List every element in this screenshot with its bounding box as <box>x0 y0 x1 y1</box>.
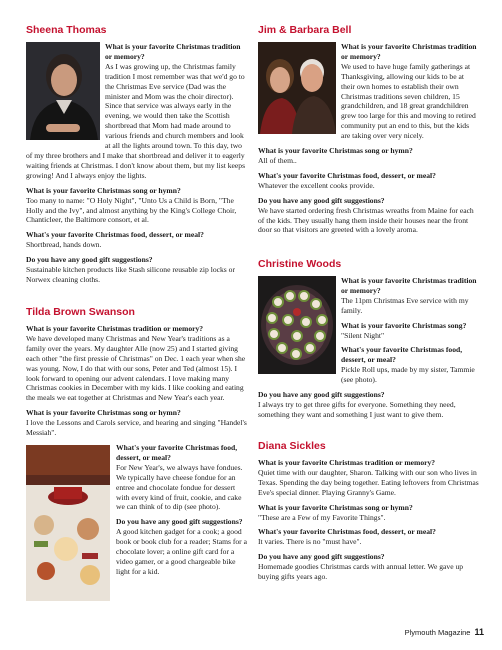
question-food: What's your favorite Christmas food, dessert, or meal? <box>258 170 436 180</box>
portrait-photo-sheena <box>26 42 100 140</box>
profile-name: Christine Woods <box>258 258 342 270</box>
profile-name: Diana Sickles <box>258 440 326 452</box>
answer-gift: We have started ordering fresh Christmas wreaths from Maine for each of the kids. They usually hang them inside their houses near the front door so that visitors are greeted with a lovely aroma. <box>258 205 474 235</box>
answer-song: "Silent Night" <box>341 330 385 340</box>
question-song: What is your favorite Christmas song or hymn? <box>26 185 181 195</box>
profile-christine-woods <box>258 258 479 425</box>
question-tradition: What is your favorite Christmas tradition or memory? <box>26 324 204 333</box>
answer-food: Shortbread, hands down. <box>26 240 102 250</box>
answer-food: Whatever the excellent cooks provide. <box>258 180 375 190</box>
answer-food: For New Year's, we always have fondues. We typically have cheese fondue for an entree and chocolate fondue for dessert with every kind of fruit, cookie, and cake we can think of to dip (see photo). <box>116 462 243 512</box>
question-food: What's your favorite Christmas food, dessert, or meal? <box>341 345 463 365</box>
profile-sheena-thomas <box>26 24 247 290</box>
question-food: What's your favorite Christmas food, dessert, or meal? <box>258 527 436 537</box>
question-food: What's your favorite Christmas food, dessert, or meal? <box>116 442 238 462</box>
profile-name: Tilda Brown Swanson <box>26 306 135 318</box>
question-song: What is your favorite Christmas song or hymn? <box>258 502 413 512</box>
fondue-photo <box>26 445 110 601</box>
answer-tradition: We have developed many Christmas and New Year's traditions as a family over the years. My daughter Alle (now 25) and I started giving each other "the first pressie of Christmas" on Dec. 1 each year when she was young. Now, I do that with our sons, Peter and Ted (almost 15). I look forward to opening our advent calendars. I love making many Christmas cookies in December with my kids. I like cooking and eating the meals we eat together at Christmas and New Year's each year. <box>26 333 246 403</box>
question-gift: Do you have any good gift suggestions? <box>258 390 385 400</box>
question-song: What is your favorite Christmas song or hymn? <box>258 146 413 156</box>
answer-tradition: As I was growing up, the Christmas family tradition I most remember was that we'd go to the Christmas Eve service (Dad was the minister and Mom was the choir director). Since that service was always early in the evening, we would then take the Scottish shortbread that Mom had made around to various friends and church members and look at all the lights around town. To this day, two of my three brothers and I make that shortbread and deliver it to eagerly waiting friends at Christmas. I don't know about them, but my list keeps growing! And I always enjoy the lights. <box>26 61 246 180</box>
fondue-table-image <box>26 445 110 601</box>
answer-tradition: Quiet time with our daughter, Sharon. Talking with our son who lives in Texas. Spending the day being together. Eating leftovers from Christmas Eve's special dinner. Playing Granny's Game. <box>258 467 479 497</box>
question-tradition: What is your favorite Christmas tradition or memory? <box>341 42 477 61</box>
question-song: What is your favorite Christmas song? <box>341 320 467 330</box>
page-footer <box>405 627 484 637</box>
answer-food: Pickle Roll ups, made by my sister, Tammie (see photo). <box>341 365 475 385</box>
portrait-photo-bell <box>258 42 336 134</box>
answer-tradition: We used to have huge family gatherings at Thanksgiving, allowing our kids to be at their own homes to establish their own Christmas traditions seven children, 15 grandchildren, and 18 great grandchildren grew too large for this and moving to retired community put an end to this, but the kids are taking over very nicely. <box>341 61 476 141</box>
question-song: What is your favorite Christmas song or hymn? <box>26 408 181 418</box>
answer-song: I love the Lessons and Carols service, and hearing and singing "Handel's Messiah". <box>26 418 247 438</box>
profile-diana-sickles <box>258 440 479 587</box>
answer-song: "These are a Few of my Favorite Things". <box>258 512 386 522</box>
answer-gift: Sustainable kitchen products like Stash silicone reusable zip locks or Norwex cleaning cloths. <box>26 265 235 284</box>
question-tradition: What is your favorite Christmas tradition or memory? <box>258 458 436 467</box>
pickle-rollups-photo <box>258 276 336 374</box>
profile-name: Jim & Barbara Bell <box>258 24 352 36</box>
answer-gift: Homemade goodies Christmas cards with annual letter. We gave up buying gifts years ago. <box>258 562 464 582</box>
question-gift: Do you have any good gift suggestions? <box>258 195 385 205</box>
profile-jim-barbara-bell <box>258 24 479 240</box>
question-food: What's your favorite Christmas food, dessert, or meal? <box>26 230 204 240</box>
profile-name: Sheena Thomas <box>26 24 107 36</box>
portrait-bell-image <box>258 42 336 134</box>
profile-tilda-brown-swanson <box>26 306 247 603</box>
answer-gift: I always try to get three gifts for everyone. Something they need, something they want and something I just want to give them. <box>258 399 456 419</box>
portrait-sheena-image <box>26 42 100 140</box>
answer-song: All of them.. <box>258 155 297 165</box>
question-gift: Do you have any good gift suggestions? <box>116 517 243 527</box>
answer-gift: A good kitchen gadget for a cook; a good book or book club for a reader; Stams for a chocolate lover; a online gift card for a video gamer, or a good chargeable bike light for a kid. <box>116 527 247 576</box>
answer-song: Too many to name: "O Holy Night", "Unto Us a Child is Born, "The Holly and the Ivy", and almost anything by the King's College Choir, Chanticleer, the Baltimore consort, et al. <box>26 195 237 225</box>
question-tradition: What is your favorite Christmas tradition or memory? <box>105 42 241 61</box>
magazine-name: Plymouth Magazine <box>404 628 471 637</box>
page-number: 11 <box>474 627 484 637</box>
answer-tradition: The 11pm Christmas Eve service with my family. <box>341 295 469 315</box>
answer-food: It varies. There is no "must have". <box>258 537 362 547</box>
question-gift: Do you have any good gift suggestions? <box>258 552 385 562</box>
question-gift: Do you have any good gift suggestions? <box>26 255 153 265</box>
pickle-rollups-image <box>258 276 336 374</box>
question-tradition: What is your favorite Christmas tradition or memory? <box>341 276 477 295</box>
